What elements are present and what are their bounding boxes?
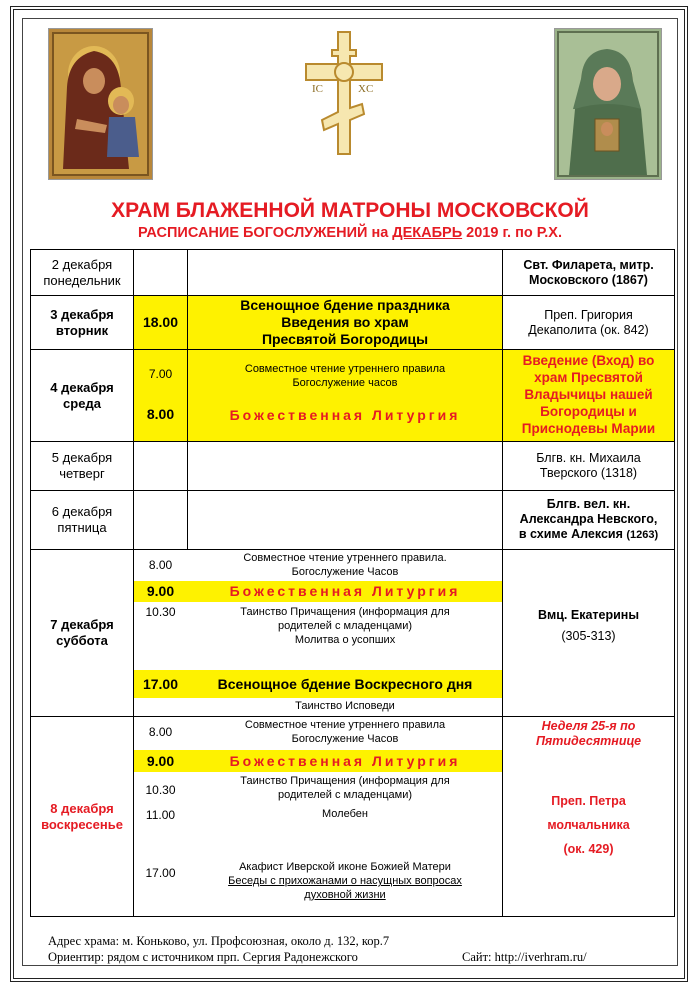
day-7-saint [503,600,674,652]
day-8-s1-line1: Совместное чтение утреннего правила [244,719,446,732]
day-8-talk-line1: Беседы с прихожанами о насущных вопросах [228,875,462,888]
day-4 [31,350,133,441]
day-8-time3: 10.30 [145,782,176,797]
day-7-s1-line2: Богослужение Часов [291,566,399,578]
subtitle-month: ДЕКАБРЬ [392,225,463,241]
day-8-time5: 17.00 [145,865,176,880]
day-4-service-line2: Богослужение часов [292,377,398,389]
day-3-time: 18.00 [134,296,187,349]
matrona-icon [554,28,662,180]
footer-address: Адрес храма: м. Коньково, ул. Профсоюзная, около д. 132, кор.7 [48,934,390,948]
day-7 [31,550,133,716]
day-7-s1 [188,552,502,580]
day-3-service-line3: Пресвятой Богородицы [261,330,429,347]
day-5-date: 5 декабря [51,450,113,466]
day-7-s1-line1: Совместное чтение утреннего правила. [243,552,447,565]
day-7-saint-line2: (305-313) [561,629,616,643]
day-8-talk-line2: духовной жизни [304,888,386,901]
day-7-time1: 8.00 [148,557,173,572]
day-7-confession: Таинство Исповеди [295,700,395,713]
day-4-time2: 8.00 [146,405,175,422]
day-4-service-line1: Совместное чтение утреннего правила [244,363,446,376]
day-8-week-line1: Неделя 25-я по [541,719,636,733]
day-5 [31,442,133,490]
day-7-time4: 17.00 [142,675,179,692]
day-4-feast-line1: Введение (Вход) во [522,353,655,369]
day-6-saint-line1: Блгв. вел. кн. [546,497,631,512]
day-5-weekday: четверг [59,466,105,481]
footer-landmark: Ориентир: рядом с источником прп. Сергия Радонежского [48,950,358,964]
day-8-saint-line3: (ок. 429) [563,841,614,856]
day-6-saint-line3-text: в схиме Алексия [518,527,623,542]
day-8-time4: 11.00 [145,807,176,822]
day-3-saint-line1: Преп. Григория [544,307,633,322]
day-7-date: 7 декабря [50,617,114,633]
day-8 [31,717,133,916]
day-8-s1 [188,718,502,748]
day-5-saint [503,442,674,490]
day-6-saint-year: (1263) [626,529,659,542]
day-4-time1: 7.00 [148,366,173,381]
day-4-date: 4 декабря [50,379,114,395]
day-2-date: 2 декабря [51,256,113,272]
day-8-moleben: Молебен [322,808,368,821]
day-7-s3-line3: Молитва о усопших [294,633,396,646]
day-7-s3 [188,604,502,650]
day-8-saint [503,786,674,866]
theotokos-icon [48,28,153,180]
day-3-saint-line2: Декаполита (ок. 842) [528,322,649,337]
day-3-service-line2: Введения во храм [281,314,409,331]
day-4-feast [503,350,674,441]
day-8-s3-line2: родителей с младенцами) [277,789,412,801]
day-7-weekday: суббота [56,633,108,648]
day-4-feast-line4: Богородицы и [540,403,637,419]
day-2 [31,250,133,295]
day-2-saint [503,250,674,295]
day-4-feast-line5: Приснодевы Марии [521,420,656,436]
subtitle-prefix: РАСПИСАНИЕ БОГОСЛУЖЕНИЙ на [138,225,393,241]
day-8-date: 8 декабря [50,800,114,816]
day-8-time2: 9.00 [146,752,175,769]
day-6-saint-line3 [519,527,658,542]
day-5-saint-line2: Тверского (1318) [539,466,638,480]
day-8-akathist: Акафист Иверской иконе Божией Матери [239,861,451,874]
day-6-weekday: пятница [57,520,107,535]
day-6-saint-line2: Александра Невского, [519,512,658,527]
day-7-s3-line2: родителей с младенцами) [277,620,412,633]
day-4-service [188,362,502,392]
day-8-week [503,717,674,751]
cross-right-label: XC [358,83,374,95]
day-8-liturgy: Божественная Литургия [229,752,461,769]
day-4-liturgy: Божественная Литургия [229,406,461,423]
day-3 [31,296,133,349]
day-2-saint-line2: Московского (1867) [529,272,648,287]
day-3-service-line1: Всенощное бдение праздника [240,297,450,314]
day-6-saint [503,491,674,549]
day-8-saint-line2: молчальника [547,818,630,833]
day-8-saint-line1: Преп. Петра [551,794,626,809]
day-8-s1-line2: Богослужение Часов [291,733,399,745]
footer-site[interactable]: Сайт: http://iverhram.ru/ [462,950,587,964]
day-3-weekday: вторник [55,322,109,338]
day-5-saint-line1: Блгв. кн. Михаила [536,451,641,465]
day-3-saint [503,296,674,349]
day-3-date: 3 декабря [50,306,114,322]
day-7-time3: 10.30 [145,604,176,619]
day-8-evening [188,859,502,905]
day-4-feast-line3: Владычицы нашей [524,387,653,403]
day-8-s3 [188,774,502,804]
day-6-date: 6 декабря [51,504,113,520]
day-8-time1: 8.00 [148,724,173,739]
day-7-saint-line1: Вмц. Екатерины [537,608,640,622]
day-7-s3-line1: Таинство Причащения (информация для [240,606,450,619]
day-4-feast-line2: храм Пресвятой [534,370,643,386]
subtitle-suffix: 2019 г. по Р.Х. [462,225,562,241]
day-7-time2: 9.00 [146,583,175,600]
day-8-week-line2: Пятидесятнице [535,734,642,748]
day-6 [31,491,133,549]
day-2-saint-line1: Свт. Филарета, митр. [523,257,654,272]
day-7-liturgy: Божественная Литургия [229,583,461,600]
cross-left-label: IC [312,83,323,95]
orthodox-cross-icon [298,28,390,158]
day-8-weekday: воскресенье [41,816,123,832]
day-2-weekday: понедельник [43,272,121,288]
day-7-vigil: Всенощное бдение Воскресного дня [217,675,473,692]
day-8-s3-line1: Таинство Причащения (информация для [240,775,450,788]
day-3-service [188,296,502,349]
page-title: ХРАМ БЛАЖЕННОЙ МАТРОНЫ МОСКОВСКОЙ [111,199,589,222]
page-subtitle [40,225,660,241]
day-4-weekday: среда [63,395,101,411]
